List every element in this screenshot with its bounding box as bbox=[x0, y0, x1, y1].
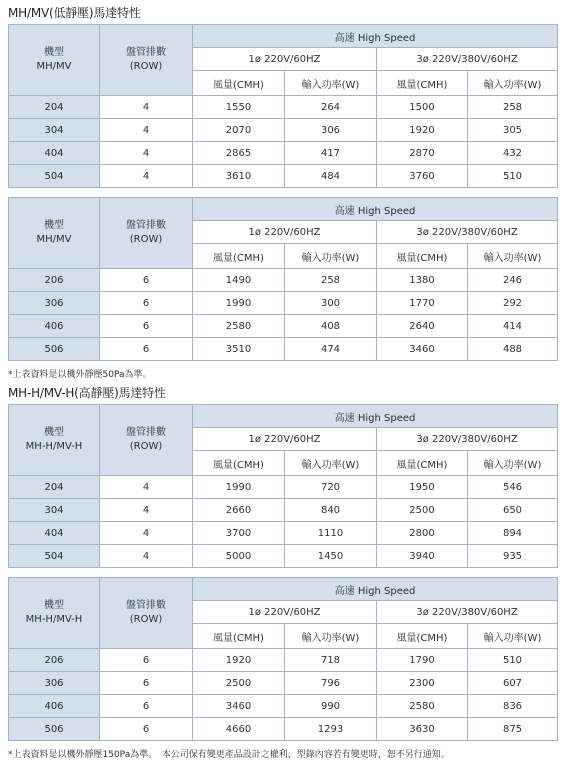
single-phase-header: 1ø 220V/60HZ bbox=[193, 221, 377, 244]
row-count-header: 盤管排數 (ROW) bbox=[100, 405, 193, 476]
airflow-1ph-cell: 3700 bbox=[193, 522, 285, 545]
row-count-cell: 6 bbox=[100, 292, 193, 315]
airflow-1ph-cell: 2580 bbox=[193, 315, 285, 338]
row-count-cell: 4 bbox=[100, 476, 193, 499]
row-count-cell: 4 bbox=[100, 545, 193, 568]
power-1ph-cell: 796 bbox=[285, 672, 377, 695]
col-airflow-1ph: 風量(CMH) bbox=[193, 451, 285, 476]
power-3ph-cell: 510 bbox=[468, 165, 558, 188]
row-count-cell: 6 bbox=[100, 338, 193, 361]
row-count-cell: 6 bbox=[100, 672, 193, 695]
table-row bbox=[9, 649, 558, 672]
row-count-header: 盤管排數 (ROW) bbox=[100, 578, 193, 649]
power-3ph-cell: 292 bbox=[468, 292, 558, 315]
col-power-1ph: 輸入功率(W) bbox=[285, 244, 377, 269]
power-3ph-cell: 305 bbox=[468, 119, 558, 142]
power-3ph-cell: 546 bbox=[468, 476, 558, 499]
table-row bbox=[9, 292, 558, 315]
power-1ph-cell: 718 bbox=[285, 649, 377, 672]
row-count-cell: 4 bbox=[100, 96, 193, 119]
model-cell: 306 bbox=[9, 672, 100, 695]
table-row bbox=[9, 96, 558, 119]
model-cell: 404 bbox=[9, 142, 100, 165]
airflow-3ph-cell: 3460 bbox=[377, 338, 468, 361]
row-count-cell: 4 bbox=[100, 499, 193, 522]
model-header: 機型 MH/MV bbox=[9, 25, 100, 96]
table-row bbox=[9, 695, 558, 718]
row-count-cell: 6 bbox=[100, 269, 193, 292]
col-airflow-3ph: 風量(CMH) bbox=[377, 244, 468, 269]
row-count-cell: 4 bbox=[100, 165, 193, 188]
row-count-header: 盤管排數 (ROW) bbox=[100, 25, 193, 96]
airflow-3ph-cell: 1380 bbox=[377, 269, 468, 292]
col-power-3ph: 輸入功率(W) bbox=[468, 451, 558, 476]
airflow-1ph-cell: 3610 bbox=[193, 165, 285, 188]
model-cell: 504 bbox=[9, 545, 100, 568]
model-cell: 406 bbox=[9, 695, 100, 718]
power-3ph-cell: 246 bbox=[468, 269, 558, 292]
power-1ph-cell: 1450 bbox=[285, 545, 377, 568]
table-row bbox=[9, 269, 558, 292]
power-3ph-cell: 432 bbox=[468, 142, 558, 165]
col-airflow-3ph: 風量(CMH) bbox=[377, 624, 468, 649]
airflow-3ph-cell: 1790 bbox=[377, 649, 468, 672]
power-3ph-cell: 875 bbox=[468, 718, 558, 741]
row-count-header: 盤管排數 (ROW) bbox=[100, 198, 193, 269]
airflow-1ph-cell: 2660 bbox=[193, 499, 285, 522]
model-cell: 406 bbox=[9, 315, 100, 338]
power-1ph-cell: 484 bbox=[285, 165, 377, 188]
model-cell: 506 bbox=[9, 718, 100, 741]
airflow-1ph-cell: 2865 bbox=[193, 142, 285, 165]
speed-header: 高速 High Speed bbox=[193, 198, 558, 221]
power-3ph-cell: 414 bbox=[468, 315, 558, 338]
model-cell: 204 bbox=[9, 476, 100, 499]
row-count-cell: 4 bbox=[100, 119, 193, 142]
col-power-3ph: 輸入功率(W) bbox=[468, 71, 558, 96]
airflow-3ph-cell: 1950 bbox=[377, 476, 468, 499]
power-1ph-cell: 990 bbox=[285, 695, 377, 718]
table-row bbox=[9, 499, 558, 522]
power-1ph-cell: 417 bbox=[285, 142, 377, 165]
spec-table-low-static-6row bbox=[8, 197, 558, 361]
col-power-3ph: 輸入功率(W) bbox=[468, 244, 558, 269]
col-power-1ph: 輸入功率(W) bbox=[285, 624, 377, 649]
table-row bbox=[9, 545, 558, 568]
single-phase-header: 1ø 220V/60HZ bbox=[193, 601, 377, 624]
power-3ph-cell: 258 bbox=[468, 96, 558, 119]
footnote-low-static: *上表資料是以機外靜壓50Pa為準。 bbox=[8, 370, 152, 380]
airflow-3ph-cell: 2800 bbox=[377, 522, 468, 545]
col-airflow-1ph: 風量(CMH) bbox=[193, 624, 285, 649]
airflow-1ph-cell: 3460 bbox=[193, 695, 285, 718]
power-1ph-cell: 720 bbox=[285, 476, 377, 499]
single-phase-header: 1ø 220V/60HZ bbox=[193, 428, 377, 451]
table-row bbox=[9, 522, 558, 545]
airflow-1ph-cell: 2070 bbox=[193, 119, 285, 142]
airflow-1ph-cell: 4660 bbox=[193, 718, 285, 741]
model-cell: 504 bbox=[9, 165, 100, 188]
power-1ph-cell: 474 bbox=[285, 338, 377, 361]
spec-table-low-static-4row bbox=[8, 24, 558, 188]
model-cell: 306 bbox=[9, 292, 100, 315]
table-row bbox=[9, 142, 558, 165]
table-row bbox=[9, 165, 558, 188]
table-row bbox=[9, 718, 558, 741]
col-airflow-3ph: 風量(CMH) bbox=[377, 451, 468, 476]
power-1ph-cell: 1110 bbox=[285, 522, 377, 545]
airflow-3ph-cell: 1770 bbox=[377, 292, 468, 315]
airflow-3ph-cell: 3630 bbox=[377, 718, 468, 741]
model-cell: 204 bbox=[9, 96, 100, 119]
three-phase-header: 3ø 220V/380V/60HZ bbox=[377, 428, 558, 451]
model-cell: 506 bbox=[9, 338, 100, 361]
model-cell: 304 bbox=[9, 499, 100, 522]
airflow-3ph-cell: 3760 bbox=[377, 165, 468, 188]
airflow-3ph-cell: 2300 bbox=[377, 672, 468, 695]
power-1ph-cell: 408 bbox=[285, 315, 377, 338]
single-phase-header: 1ø 220V/60HZ bbox=[193, 48, 377, 71]
row-count-cell: 6 bbox=[100, 315, 193, 338]
airflow-3ph-cell: 2640 bbox=[377, 315, 468, 338]
row-count-cell: 4 bbox=[100, 142, 193, 165]
speed-header: 高速 High Speed bbox=[193, 405, 558, 428]
power-1ph-cell: 1293 bbox=[285, 718, 377, 741]
power-1ph-cell: 840 bbox=[285, 499, 377, 522]
row-count-cell: 4 bbox=[100, 522, 193, 545]
table-row bbox=[9, 672, 558, 695]
airflow-3ph-cell: 3940 bbox=[377, 545, 468, 568]
footnote-high-static: *上表資料是以機外靜壓150Pa為準。 本公司保有變更產品設計之權利，型錄內容若有變更時，恕不另行通知。 bbox=[8, 750, 450, 760]
section-title-high-static: MH-H/MV-H(高靜壓)馬達特性 bbox=[8, 386, 166, 400]
power-3ph-cell: 510 bbox=[468, 649, 558, 672]
airflow-1ph-cell: 3510 bbox=[193, 338, 285, 361]
model-cell: 304 bbox=[9, 119, 100, 142]
model-header: 機型 MH-H/MV-H bbox=[9, 405, 100, 476]
col-power-1ph: 輸入功率(W) bbox=[285, 71, 377, 96]
airflow-1ph-cell: 1490 bbox=[193, 269, 285, 292]
airflow-1ph-cell: 1990 bbox=[193, 292, 285, 315]
speed-header: 高速 High Speed bbox=[193, 25, 558, 48]
three-phase-header: 3ø 220V/380V/60HZ bbox=[377, 601, 558, 624]
power-3ph-cell: 488 bbox=[468, 338, 558, 361]
airflow-3ph-cell: 2870 bbox=[377, 142, 468, 165]
table-row bbox=[9, 338, 558, 361]
table-row bbox=[9, 119, 558, 142]
section-title-low-static: MH/MV(低靜壓)馬達特性 bbox=[8, 6, 141, 20]
row-count-cell: 6 bbox=[100, 718, 193, 741]
col-power-1ph: 輸入功率(W) bbox=[285, 451, 377, 476]
model-cell: 206 bbox=[9, 649, 100, 672]
airflow-3ph-cell: 1920 bbox=[377, 119, 468, 142]
airflow-1ph-cell: 1990 bbox=[193, 476, 285, 499]
table-row bbox=[9, 476, 558, 499]
speed-header: 高速 High Speed bbox=[193, 578, 558, 601]
power-3ph-cell: 894 bbox=[468, 522, 558, 545]
three-phase-header: 3ø 220V/380V/60HZ bbox=[377, 221, 558, 244]
power-3ph-cell: 607 bbox=[468, 672, 558, 695]
model-cell: 206 bbox=[9, 269, 100, 292]
model-header: 機型 MH/MV bbox=[9, 198, 100, 269]
airflow-1ph-cell: 5000 bbox=[193, 545, 285, 568]
power-3ph-cell: 836 bbox=[468, 695, 558, 718]
airflow-3ph-cell: 1500 bbox=[377, 96, 468, 119]
model-cell: 404 bbox=[9, 522, 100, 545]
airflow-1ph-cell: 1550 bbox=[193, 96, 285, 119]
spec-table-high-static-6row bbox=[8, 577, 558, 741]
power-1ph-cell: 300 bbox=[285, 292, 377, 315]
row-count-cell: 6 bbox=[100, 695, 193, 718]
row-count-cell: 6 bbox=[100, 649, 193, 672]
power-3ph-cell: 935 bbox=[468, 545, 558, 568]
power-3ph-cell: 650 bbox=[468, 499, 558, 522]
airflow-1ph-cell: 1920 bbox=[193, 649, 285, 672]
model-header: 機型 MH-H/MV-H bbox=[9, 578, 100, 649]
power-1ph-cell: 258 bbox=[285, 269, 377, 292]
col-airflow-1ph: 風量(CMH) bbox=[193, 71, 285, 96]
col-airflow-3ph: 風量(CMH) bbox=[377, 71, 468, 96]
col-airflow-1ph: 風量(CMH) bbox=[193, 244, 285, 269]
power-1ph-cell: 264 bbox=[285, 96, 377, 119]
airflow-1ph-cell: 2500 bbox=[193, 672, 285, 695]
col-power-3ph: 輸入功率(W) bbox=[468, 624, 558, 649]
airflow-3ph-cell: 2500 bbox=[377, 499, 468, 522]
power-1ph-cell: 306 bbox=[285, 119, 377, 142]
table-row bbox=[9, 315, 558, 338]
airflow-3ph-cell: 2580 bbox=[377, 695, 468, 718]
three-phase-header: 3ø 220V/380V/60HZ bbox=[377, 48, 558, 71]
spec-table-high-static-4row bbox=[8, 404, 558, 568]
